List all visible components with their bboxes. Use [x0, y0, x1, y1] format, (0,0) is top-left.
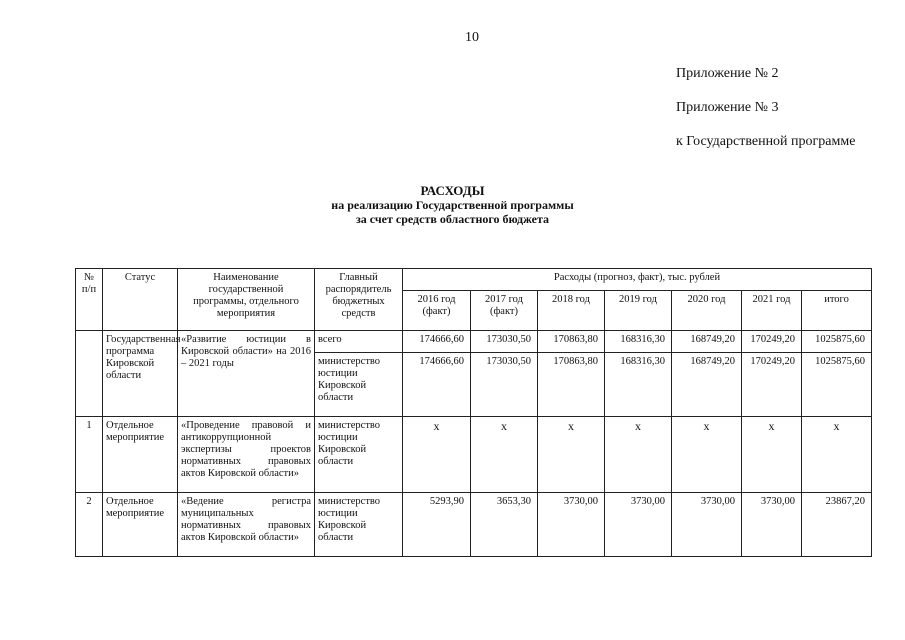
value-cell: x: [538, 417, 605, 493]
table-row: [76, 331, 872, 353]
document-title: [0, 184, 905, 226]
row-name: «Проведение правовой и антикоррупционной экспертизы проектов нормативных правовых актов Кировской области»: [178, 417, 315, 493]
value-cell: x: [672, 417, 742, 493]
value-cell: 1025875,60: [802, 331, 872, 353]
header-name: Наименование государственной программы, отдельного мероприятия: [178, 269, 315, 331]
header-total: итого: [802, 291, 872, 331]
header-manager: Главный распорядитель бюджетных средств: [315, 269, 403, 331]
row-manager: министерство юстиции Кировской области: [315, 493, 403, 557]
value-cell: x: [605, 417, 672, 493]
value-cell: 170863,80: [538, 331, 605, 353]
table-row: [76, 417, 872, 493]
table-row: [76, 493, 872, 557]
header-num: № п/п: [76, 269, 103, 331]
page-number: 10: [465, 30, 479, 45]
value-cell: 170249,20: [742, 331, 802, 353]
appendix-line-2: Приложение № 3: [676, 100, 779, 115]
value-cell: 1025875,60: [802, 353, 872, 417]
header-expenses: Расходы (прогноз, факт), тыс. рублей: [403, 269, 872, 291]
value-cell: 23867,20: [802, 493, 872, 557]
row-num: 1: [76, 417, 103, 493]
appendix-line-3: к Государственной программе: [676, 134, 856, 149]
value-cell: 3730,00: [538, 493, 605, 557]
row-manager: всего: [315, 331, 403, 353]
row-manager: министерство юстиции Кировской области: [315, 353, 403, 417]
value-cell: 3730,00: [605, 493, 672, 557]
header-year-2021: 2021 год: [742, 291, 802, 331]
value-cell: 173030,50: [471, 353, 538, 417]
row-name: «Развитие юстиции в Кировской области» на 2016 – 2021 годы: [178, 331, 315, 417]
header-status: Статус: [103, 269, 178, 331]
row-status: Отдельное мероприятие: [103, 417, 178, 493]
expenses-table: [75, 268, 872, 557]
value-cell: 173030,50: [471, 331, 538, 353]
title-main: РАСХОДЫ: [420, 183, 485, 198]
value-cell: 174666,60: [403, 331, 471, 353]
value-cell: 174666,60: [403, 353, 471, 417]
header-year-2020: 2020 год: [672, 291, 742, 331]
row-num: 2: [76, 493, 103, 557]
value-cell: 168749,20: [672, 353, 742, 417]
value-cell: 5293,90: [403, 493, 471, 557]
header-year-2018: 2018 год: [538, 291, 605, 331]
value-cell: x: [403, 417, 471, 493]
row-manager: министерство юстиции Кировской области: [315, 417, 403, 493]
value-cell: x: [802, 417, 872, 493]
value-cell: 3730,00: [672, 493, 742, 557]
row-name: «Ведение регистра муниципальных нормативных правовых актов Кировской области»: [178, 493, 315, 557]
row-status: Отдельное мероприятие: [103, 493, 178, 557]
value-cell: 168316,30: [605, 331, 672, 353]
row-status: Государственная программа Кировской области: [103, 331, 178, 417]
value-cell: 170249,20: [742, 353, 802, 417]
title-line-2: на реализацию Государственной программы: [331, 198, 574, 212]
value-cell: 170863,80: [538, 353, 605, 417]
title-line-3: за счет средств областного бюджета: [355, 212, 550, 226]
header-year-2016: 2016 год (факт): [403, 291, 471, 331]
value-cell: 168749,20: [672, 331, 742, 353]
appendix-line-1: Приложение № 2: [676, 66, 779, 81]
row-num: [76, 331, 103, 417]
value-cell: 168316,30: [605, 353, 672, 417]
value-cell: x: [471, 417, 538, 493]
header-year-2019: 2019 год: [605, 291, 672, 331]
value-cell: x: [742, 417, 802, 493]
value-cell: 3653,30: [471, 493, 538, 557]
header-year-2017: 2017 год (факт): [471, 291, 538, 331]
value-cell: 3730,00: [742, 493, 802, 557]
